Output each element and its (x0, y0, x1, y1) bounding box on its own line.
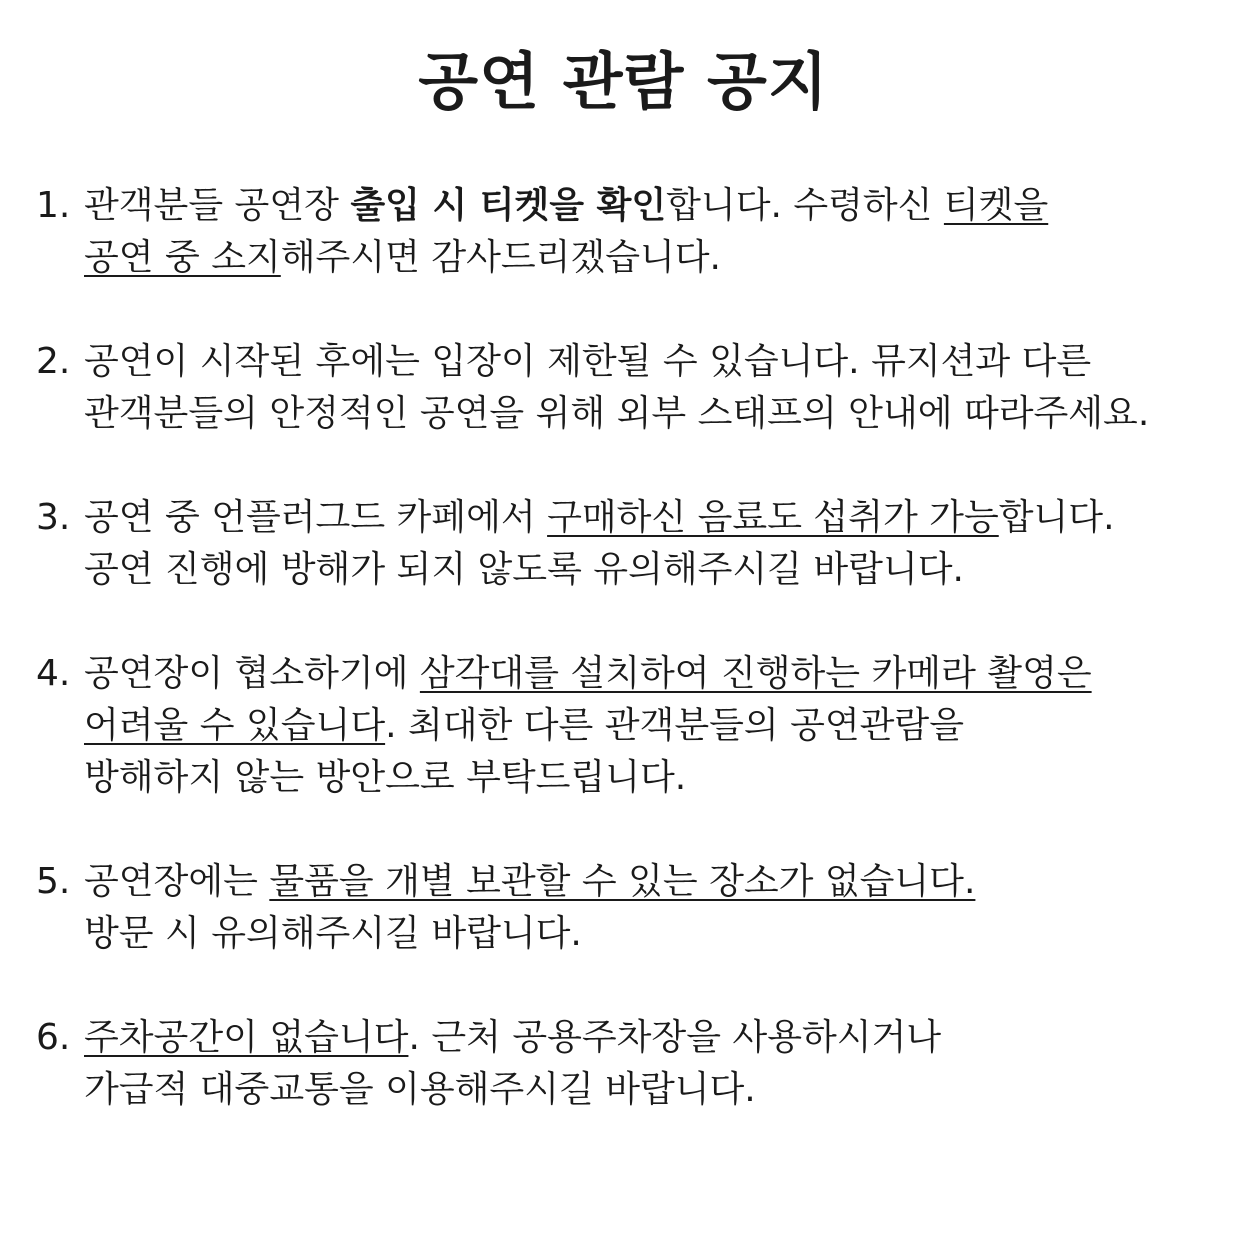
notice-line (84, 648, 1236, 700)
notice-line (84, 1012, 1236, 1064)
notice-underlined-text: 공연 중 소지 (84, 237, 281, 278)
notice-list (36, 180, 1236, 1168)
notice-line (84, 492, 1236, 544)
notice-text: 방문 시 유의해주시길 바랍니다. (84, 913, 582, 954)
page-title: 공연 관람 공지 (418, 45, 829, 118)
notice-text: . 최대한 다른 관객분들의 공연관람을 (385, 705, 964, 746)
notice-item-3 (36, 492, 1236, 596)
notice-text: 공연 중 언플러그드 카페에서 (84, 497, 548, 538)
notice-number: 4. (36, 653, 71, 694)
notice-text: 공연장이 협소하기에 (84, 653, 420, 694)
notice-number: 5. (36, 861, 71, 902)
notice-underlined-text: 삼각대를 설치하여 진행하는 카메라 촬영은 (419, 653, 1092, 694)
notice-line (84, 180, 1236, 232)
notice-text: . 근처 공용주차장을 사용하시거나 (408, 1017, 942, 1058)
notice-text: 공연 진행에 방해가 되지 않도록 유의해주시길 바랍니다. (84, 549, 964, 590)
notice-number: 6. (36, 1017, 71, 1058)
notice-line (84, 1064, 1236, 1116)
notice-text: 공연이 시작된 후에는 입장이 제한될 수 있습니다. 뮤지션과 다른 (84, 341, 1092, 382)
notice-bold-text: 출입 시 티켓을 확인 (350, 185, 667, 226)
notice-text: 방해하지 않는 방안으로 부탁드립니다. (84, 757, 687, 798)
notice-text: 공연장에는 (84, 861, 270, 902)
notice-line (84, 544, 1236, 596)
notice-text: 합니다. (998, 497, 1115, 538)
notice-item-6 (36, 1012, 1236, 1116)
notice-text: 해주시면 감사드리겠습니다. (280, 237, 721, 278)
notice-number: 2. (36, 341, 71, 382)
notice-text: 관객분들의 안정적인 공연을 위해 외부 스태프의 안내에 따라주세요. (84, 393, 1150, 434)
notice-text: 관객분들 공연장 (84, 185, 351, 226)
notice-item-4 (36, 648, 1236, 804)
notice-item-2 (36, 336, 1236, 440)
notice-line (84, 856, 1236, 908)
notice-line (84, 388, 1236, 440)
notice-item-1 (36, 180, 1236, 284)
notice-line (84, 908, 1236, 960)
notice-item-5 (36, 856, 1236, 960)
notice-line (84, 232, 1236, 284)
notice-line (84, 752, 1236, 804)
notice-line (84, 700, 1236, 752)
notice-underlined-text: 주차공간이 없습니다 (84, 1017, 409, 1058)
notice-text: 합니다. 수령하신 (666, 185, 944, 226)
notice-underlined-text: 티켓을 (943, 185, 1049, 226)
notice-text: 가급적 대중교통을 이용해주시길 바랍니다. (84, 1069, 756, 1110)
notice-number: 3. (36, 497, 71, 538)
notice-number: 1. (36, 185, 71, 226)
notice-underlined-text: 어려울 수 있습니다 (84, 705, 386, 746)
notice-underlined-text: 구매하신 음료도 섭취가 가능 (547, 497, 999, 538)
notice-line (84, 336, 1236, 388)
notice-underlined-text: 물품을 개별 보관할 수 있는 장소가 없습니다. (269, 861, 976, 902)
